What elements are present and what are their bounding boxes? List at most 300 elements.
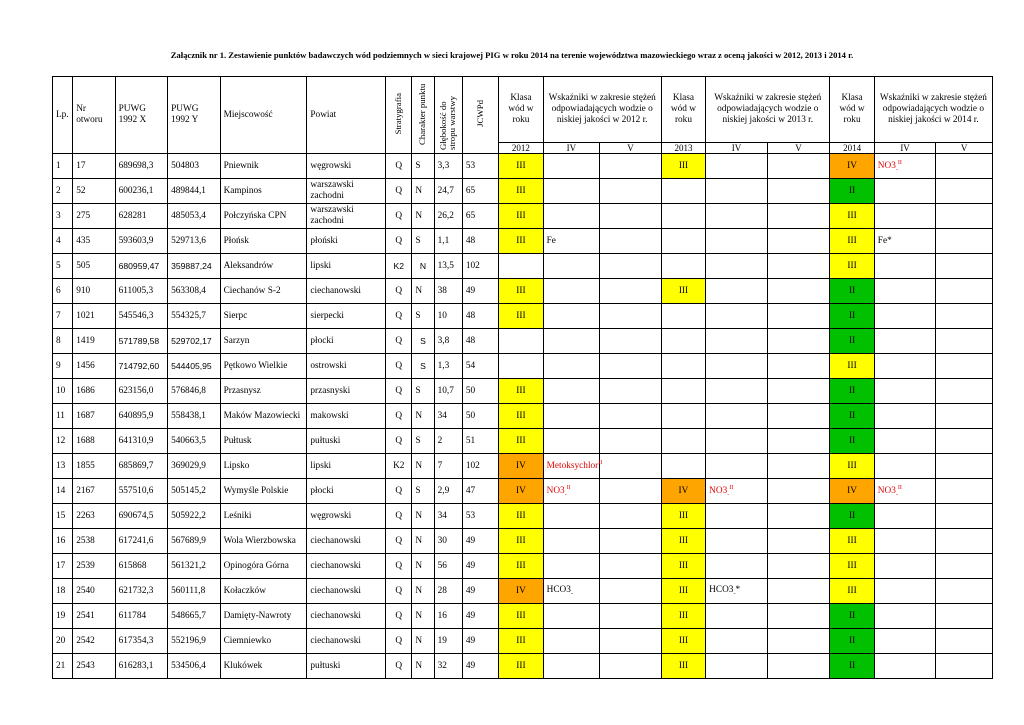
cell-powiat: płocki [307, 329, 386, 354]
header-wskazniki-2013: Wskaźniki w zakresie stężeń odpowiadających wodzie o niskiej jakości w 2013 r. [706, 77, 830, 143]
cell-wskaznik-iv-2014 [874, 329, 936, 354]
cell-wskaznik-iv-2012 [543, 179, 600, 204]
cell-nr-otworu: 52 [73, 179, 115, 204]
cell-puwg-y: 504803 [168, 154, 221, 179]
cell-powiat: warszawski zachodni [307, 179, 386, 204]
cell-puwg-y: 369029,9 [168, 454, 221, 479]
cell-wskaznik-iv-2013 [706, 279, 768, 304]
cell-wskaznik-v-2014 [936, 154, 993, 179]
cell-charakter: N [412, 204, 434, 229]
cell-wskaznik-iv-2013 [706, 429, 768, 454]
cell-glebokosc: 1,3 [434, 354, 462, 379]
header-glebokosc: Głębokość do stropu warstwy [434, 77, 462, 154]
cell-klasa-2014: III [830, 229, 874, 254]
cell-wskaznik-iv-2013 [706, 154, 768, 179]
cell-klasa-2012: III [499, 529, 543, 554]
cell-puwg-x: 593603,9 [115, 229, 168, 254]
cell-puwg-x: 545546,3 [115, 304, 168, 329]
cell-stratygrafia: Q [386, 279, 412, 304]
header-charakter: Charakter punktu [412, 77, 434, 154]
cell-wskaznik-v-2012 [600, 229, 662, 254]
cell-lp: 1 [53, 154, 73, 179]
cell-wskaznik-v-2014 [936, 404, 993, 429]
header-stratygrafia: Stratygrafia [386, 77, 412, 154]
cell-charakter: N [412, 554, 434, 579]
cell-wskaznik-v-2014 [936, 529, 993, 554]
header-miejscowosc: Miejscowość [220, 77, 307, 154]
cell-charakter: N [412, 654, 434, 679]
cell-puwg-x: 690674,5 [115, 504, 168, 529]
cell-jcwpd: 49 [462, 629, 498, 654]
cell-puwg-x: 621732,3 [115, 579, 168, 604]
table-row [53, 204, 993, 229]
cell-klasa-2013 [661, 429, 705, 454]
header-puwg-y: PUWG 1992 Y [168, 77, 221, 154]
subheader-year-2013: 2013 [661, 143, 705, 154]
cell-wskaznik-iv-2014 [874, 379, 936, 404]
cell-wskaznik-iv-2013 [706, 354, 768, 379]
cell-puwg-y: 558438,1 [168, 404, 221, 429]
cell-lp: 19 [53, 604, 73, 629]
table-row [53, 554, 993, 579]
cell-wskaznik-iv-2012: Metoksychlor$^{II}$ [543, 454, 600, 479]
cell-klasa-2014: III [830, 204, 874, 229]
cell-wskaznik-v-2013 [767, 504, 830, 529]
cell-wskaznik-iv-2013 [706, 204, 768, 229]
cell-jcwpd: 49 [462, 579, 498, 604]
cell-miejscowosc: Przasnysz [220, 379, 307, 404]
cell-stratygrafia: Q [386, 304, 412, 329]
cell-wskaznik-iv-2012 [543, 154, 600, 179]
cell-charakter: S [412, 304, 434, 329]
header-powiat: Powiat [307, 77, 386, 154]
cell-puwg-x: 623156,0 [115, 379, 168, 404]
cell-klasa-2013 [661, 354, 705, 379]
cell-klasa-2012: III [499, 629, 543, 654]
cell-klasa-2013 [661, 204, 705, 229]
cell-klasa-2013: III [661, 154, 705, 179]
cell-wskaznik-v-2012 [600, 554, 662, 579]
cell-klasa-2014: III [830, 254, 874, 279]
cell-charakter: N [412, 629, 434, 654]
cell-stratygrafia: Q [386, 354, 412, 379]
cell-charakter: N [412, 604, 434, 629]
cell-lp: 10 [53, 379, 73, 404]
cell-puwg-y: 485053,4 [168, 204, 221, 229]
cell-klasa-2014: II [830, 404, 874, 429]
cell-wskaznik-v-2014 [936, 504, 993, 529]
table-row [53, 654, 993, 679]
cell-stratygrafia: Q [386, 629, 412, 654]
cell-powiat: ciechanowski [307, 279, 386, 304]
cell-charakter: S [412, 429, 434, 454]
cell-stratygrafia: Q [386, 604, 412, 629]
subheader-iv-2012: IV [543, 143, 600, 154]
cell-stratygrafia: Q [386, 554, 412, 579]
cell-jcwpd: 48 [462, 229, 498, 254]
cell-puwg-y: 505922,2 [168, 504, 221, 529]
cell-wskaznik-iv-2013 [706, 404, 768, 429]
cell-wskaznik-iv-2013 [706, 379, 768, 404]
cell-klasa-2014: II [830, 629, 874, 654]
cell-wskaznik-v-2012 [600, 429, 662, 454]
cell-powiat: ciechanowski [307, 554, 386, 579]
cell-wskaznik-v-2013 [767, 404, 830, 429]
cell-powiat: lipski [307, 454, 386, 479]
cell-charakter: S [412, 379, 434, 404]
cell-nr-otworu: 2540 [73, 579, 115, 604]
cell-powiat: płocki [307, 479, 386, 504]
cell-klasa-2012: III [499, 604, 543, 629]
cell-klasa-2013 [661, 304, 705, 329]
cell-glebokosc: 10,7 [434, 379, 462, 404]
cell-puwg-y: 489844,1 [168, 179, 221, 204]
cell-wskaznik-iv-2012 [543, 504, 600, 529]
cell-wskaznik-iv-2013: $HCO3_-*$ [706, 579, 768, 604]
cell-wskaznik-iv-2014 [874, 504, 936, 529]
cell-charakter: N [412, 179, 434, 204]
cell-wskaznik-v-2013 [767, 329, 830, 354]
cell-glebokosc: 32 [434, 654, 462, 679]
header-wskazniki-2012: Wskaźniki w zakresie stężeń odpowiadających wodzie o niskiej jakości w 2012 r. [543, 77, 661, 143]
cell-nr-otworu: 275 [73, 204, 115, 229]
cell-klasa-2013: III [661, 529, 705, 554]
cell-wskaznik-iv-2013 [706, 604, 768, 629]
cell-stratygrafia: Q [386, 329, 412, 354]
cell-klasa-2014: II [830, 604, 874, 629]
cell-puwg-y: 561321,2 [168, 554, 221, 579]
ion-charge: - [733, 590, 736, 597]
cell-powiat: węgrowski [307, 154, 386, 179]
cell-wskaznik-v-2012 [600, 254, 662, 279]
cell-wskaznik-v-2014 [936, 229, 993, 254]
cell-wskaznik-v-2012 [600, 604, 662, 629]
header-klasa-2014: Klasa wód w roku [830, 77, 874, 143]
cell-powiat: pułtuski [307, 654, 386, 679]
cell-klasa-2012: III [499, 304, 543, 329]
table-row [53, 379, 993, 404]
table-row [53, 404, 993, 429]
cell-wskaznik-iv-2014 [874, 279, 936, 304]
cell-puwg-y: 359887,24 [168, 254, 221, 279]
cell-wskaznik-iv-2014 [874, 179, 936, 204]
cell-wskaznik-v-2012 [600, 629, 662, 654]
cell-powiat: ciechanowski [307, 529, 386, 554]
table-row [53, 429, 993, 454]
cell-nr-otworu: 2167 [73, 479, 115, 504]
subheader-v-2013: V [767, 143, 830, 154]
cell-wskaznik-v-2014 [936, 179, 993, 204]
class-superscript: II [897, 484, 902, 491]
cell-charakter: N [412, 279, 434, 304]
cell-wskaznik-iv-2014 [874, 654, 936, 679]
cell-glebokosc: 24,7 [434, 179, 462, 204]
cell-klasa-2012: IV [499, 479, 543, 504]
cell-wskaznik-iv-2012 [543, 529, 600, 554]
cell-klasa-2012: III [499, 154, 543, 179]
table-row [53, 604, 993, 629]
cell-klasa-2014: IV [830, 154, 874, 179]
table-row [53, 304, 993, 329]
cell-miejscowosc: Pniewnik [220, 154, 307, 179]
cell-nr-otworu: 2539 [73, 554, 115, 579]
cell-lp: 17 [53, 554, 73, 579]
cell-wskaznik-v-2012 [600, 329, 662, 354]
cell-nr-otworu: 505 [73, 254, 115, 279]
cell-wskaznik-iv-2013 [706, 179, 768, 204]
cell-puwg-x: 689698,3 [115, 154, 168, 179]
cell-lp: 15 [53, 504, 73, 529]
cell-powiat: pułtuski [307, 429, 386, 454]
cell-glebokosc: 3,3 [434, 154, 462, 179]
cell-nr-otworu: 910 [73, 279, 115, 304]
cell-puwg-y: 529702,17 [168, 329, 221, 354]
cell-lp: 12 [53, 429, 73, 454]
ion-charge: - [564, 491, 567, 498]
cell-puwg-y: 560111,8 [168, 579, 221, 604]
cell-lp: 18 [53, 579, 73, 604]
cell-klasa-2014: II [830, 504, 874, 529]
cell-puwg-x: 617241,6 [115, 529, 168, 554]
table-row [53, 354, 993, 379]
cell-wskaznik-iv-2012 [543, 279, 600, 304]
cell-lp: 4 [53, 229, 73, 254]
cell-jcwpd: 49 [462, 604, 498, 629]
cell-wskaznik-v-2012 [600, 579, 662, 604]
cell-miejscowosc: Lipsko [220, 454, 307, 479]
cell-powiat: ciechanowski [307, 579, 386, 604]
cell-wskaznik-iv-2014 [874, 304, 936, 329]
cell-wskaznik-iv-2012: $HCO3_-$ [543, 579, 600, 604]
cell-stratygrafia: K2 [386, 454, 412, 479]
cell-wskaznik-iv-2012 [543, 554, 600, 579]
cell-nr-otworu: 2538 [73, 529, 115, 554]
ion-charge: - [895, 166, 898, 173]
cell-glebokosc: 16 [434, 604, 462, 629]
cell-nr-otworu: 1686 [73, 379, 115, 404]
cell-powiat: węgrowski [307, 504, 386, 529]
cell-miejscowosc: Klukówek [220, 654, 307, 679]
cell-stratygrafia: Q [386, 504, 412, 529]
cell-klasa-2013 [661, 179, 705, 204]
cell-klasa-2013: III [661, 629, 705, 654]
cell-wskaznik-iv-2013 [706, 329, 768, 354]
cell-wskaznik-iv-2012 [543, 204, 600, 229]
header-lp: Lp. [53, 77, 73, 154]
cell-nr-otworu: 2542 [73, 629, 115, 654]
cell-wskaznik-v-2013 [767, 429, 830, 454]
cell-wskaznik-iv-2014 [874, 204, 936, 229]
cell-wskaznik-v-2013 [767, 454, 830, 479]
cell-klasa-2012: III [499, 279, 543, 304]
cell-wskaznik-v-2012 [600, 404, 662, 429]
cell-miejscowosc: Kampinos [220, 179, 307, 204]
cell-charakter: N [412, 579, 434, 604]
cell-nr-otworu: 2263 [73, 504, 115, 529]
table-row [53, 279, 993, 304]
cell-klasa-2014: II [830, 379, 874, 404]
cell-wskaznik-iv-2014 [874, 529, 936, 554]
cell-wskaznik-v-2012 [600, 479, 662, 504]
subheader-v-2012: V [600, 143, 662, 154]
cell-puwg-y: 505145,2 [168, 479, 221, 504]
cell-glebokosc: 19 [434, 629, 462, 654]
cell-wskaznik-v-2013 [767, 629, 830, 654]
cell-miejscowosc: Opinogóra Górna [220, 554, 307, 579]
cell-wskaznik-v-2014 [936, 354, 993, 379]
cell-wskaznik-v-2013 [767, 554, 830, 579]
cell-klasa-2012: III [499, 229, 543, 254]
cell-jcwpd: 48 [462, 304, 498, 329]
page-caption: Załącznik nr 1. Zestawienie punktów badawczych wód podziemnych w sieci krajowej PIG w roku 2014 na terenie województwa mazowieckiego wraz z oceną jakości w 2012, 2013 i 2014 r. [170, 50, 854, 60]
cell-wskaznik-iv-2012: $NO3_-^{II}$ [543, 479, 600, 504]
cell-klasa-2013: III [661, 279, 705, 304]
cell-puwg-y: 529713,6 [168, 229, 221, 254]
cell-wskaznik-v-2012 [600, 279, 662, 304]
cell-charakter: S [412, 229, 434, 254]
cell-wskaznik-iv-2014: Fe* [874, 229, 936, 254]
cell-nr-otworu: 1021 [73, 304, 115, 329]
cell-powiat: płoński [307, 229, 386, 254]
cell-wskaznik-v-2014 [936, 204, 993, 229]
cell-lp: 14 [53, 479, 73, 504]
table-row [53, 229, 993, 254]
cell-wskaznik-v-2012 [600, 529, 662, 554]
cell-wskaznik-v-2013 [767, 229, 830, 254]
cell-wskaznik-v-2013 [767, 279, 830, 304]
cell-wskaznik-iv-2012 [543, 329, 600, 354]
cell-jcwpd: 50 [462, 379, 498, 404]
cell-puwg-x: 616283,1 [115, 654, 168, 679]
cell-lp: 6 [53, 279, 73, 304]
cell-klasa-2012: III [499, 404, 543, 429]
table-row [53, 504, 993, 529]
cell-wskaznik-iv-2013 [706, 254, 768, 279]
cell-glebokosc: 38 [434, 279, 462, 304]
cell-powiat: ciechanowski [307, 629, 386, 654]
cell-jcwpd: 53 [462, 504, 498, 529]
cell-nr-otworu: 2541 [73, 604, 115, 629]
cell-powiat: przasnyski [307, 379, 386, 404]
cell-klasa-2013: III [661, 654, 705, 679]
cell-klasa-2014: II [830, 329, 874, 354]
cell-klasa-2012: III [499, 504, 543, 529]
cell-wskaznik-iv-2014 [874, 404, 936, 429]
cell-glebokosc: 34 [434, 404, 462, 429]
cell-wskaznik-iv-2014: $NO3_-^{II}$ [874, 479, 936, 504]
cell-klasa-2013 [661, 254, 705, 279]
cell-glebokosc: 2,9 [434, 479, 462, 504]
table-row [53, 479, 993, 504]
table-row [53, 329, 993, 354]
cell-stratygrafia: Q [386, 479, 412, 504]
class-superscript: II [566, 484, 571, 491]
header-nr: Nr otworu [73, 77, 115, 154]
cell-miejscowosc: Maków Mazowiecki [220, 404, 307, 429]
cell-stratygrafia: Q [386, 204, 412, 229]
cell-klasa-2013 [661, 329, 705, 354]
cell-glebokosc: 30 [434, 529, 462, 554]
table-row [53, 254, 993, 279]
cell-wskaznik-iv-2012 [543, 304, 600, 329]
cell-glebokosc: 7 [434, 454, 462, 479]
cell-jcwpd: 47 [462, 479, 498, 504]
cell-wskaznik-v-2013 [767, 154, 830, 179]
cell-klasa-2013 [661, 404, 705, 429]
table-row [53, 629, 993, 654]
cell-wskaznik-v-2014 [936, 279, 993, 304]
cell-klasa-2014: II [830, 429, 874, 454]
cell-lp: 11 [53, 404, 73, 429]
cell-stratygrafia: Q [386, 529, 412, 554]
cell-wskaznik-iv-2014 [874, 604, 936, 629]
cell-wskaznik-iv-2012 [543, 404, 600, 429]
cell-klasa-2014: III [830, 454, 874, 479]
cell-wskaznik-iv-2013 [706, 654, 768, 679]
cell-klasa-2014: III [830, 579, 874, 604]
cell-klasa-2012: III [499, 379, 543, 404]
cell-wskaznik-iv-2013 [706, 554, 768, 579]
cell-klasa-2013: III [661, 579, 705, 604]
cell-puwg-x: 611784 [115, 604, 168, 629]
cell-puwg-y: 548665,7 [168, 604, 221, 629]
cell-puwg-x: 571789,58 [115, 329, 168, 354]
cell-stratygrafia: Q [386, 404, 412, 429]
cell-miejscowosc: Wola Wierzbowska [220, 529, 307, 554]
cell-glebokosc: 2 [434, 429, 462, 454]
cell-puwg-y: 567689,9 [168, 529, 221, 554]
cell-wskaznik-v-2014 [936, 254, 993, 279]
cell-jcwpd: 49 [462, 529, 498, 554]
cell-klasa-2014: IV [830, 479, 874, 504]
cell-glebokosc: 56 [434, 554, 462, 579]
cell-stratygrafia: Q [386, 379, 412, 404]
header-jcwpd: JCWPd [462, 77, 498, 154]
cell-charakter: S [412, 154, 434, 179]
cell-puwg-x: 714792,60 [115, 354, 168, 379]
cell-puwg-x: 615868 [115, 554, 168, 579]
cell-klasa-2014: III [830, 554, 874, 579]
cell-wskaznik-v-2013 [767, 204, 830, 229]
cell-wskaznik-iv-2014 [874, 579, 936, 604]
cell-powiat: warszawski zachodni [307, 204, 386, 229]
cell-wskaznik-v-2012 [600, 504, 662, 529]
cell-wskaznik-iv-2014 [874, 454, 936, 479]
cell-nr-otworu: 1855 [73, 454, 115, 479]
cell-wskaznik-iv-2013 [706, 529, 768, 554]
table-row [53, 529, 993, 554]
cell-klasa-2012: III [499, 654, 543, 679]
cell-klasa-2012: IV [499, 454, 543, 479]
cell-miejscowosc: Ciemniewko [220, 629, 307, 654]
header-klasa-2012: Klasa wód w roku [499, 77, 543, 143]
cell-puwg-x: 557510,6 [115, 479, 168, 504]
cell-wskaznik-v-2013 [767, 579, 830, 604]
cell-klasa-2013: IV [661, 479, 705, 504]
cell-puwg-x: 617354,3 [115, 629, 168, 654]
cell-nr-otworu: 435 [73, 229, 115, 254]
cell-stratygrafia: Q [386, 179, 412, 204]
cell-puwg-x: 611005,3 [115, 279, 168, 304]
cell-wskaznik-iv-2013 [706, 229, 768, 254]
cell-lp: 3 [53, 204, 73, 229]
cell-glebokosc: 3,8 [434, 329, 462, 354]
cell-miejscowosc: Pętkowo Wielkie [220, 354, 307, 379]
cell-wskaznik-v-2013 [767, 529, 830, 554]
cell-jcwpd: 53 [462, 154, 498, 179]
cell-wskaznik-v-2014 [936, 554, 993, 579]
cell-lp: 5 [53, 254, 73, 279]
